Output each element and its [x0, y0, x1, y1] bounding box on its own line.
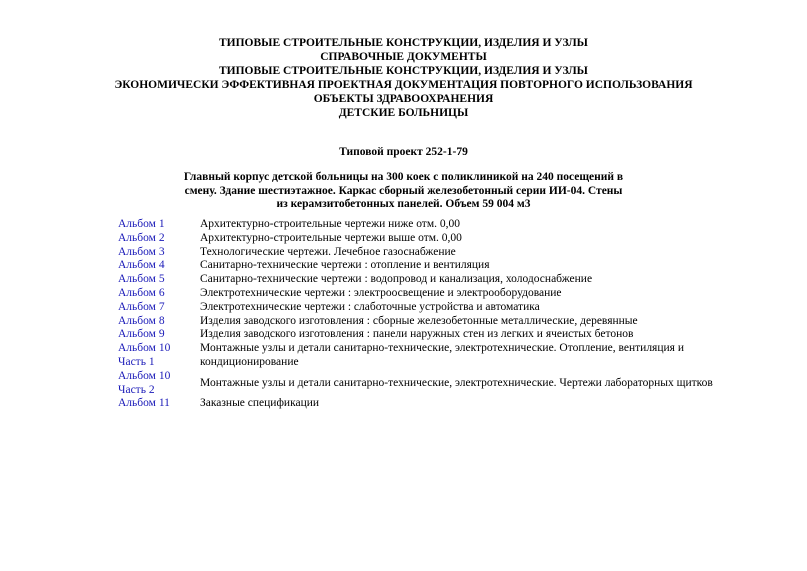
album-part: Часть 1 — [118, 355, 155, 368]
album-row — [118, 397, 718, 411]
album-link[interactable] — [118, 342, 200, 370]
album-row — [118, 287, 718, 301]
project-description — [0, 171, 807, 212]
album-description: Электротехнические чертежи : электроосвещение и электрооборудование — [200, 286, 562, 299]
album-row — [118, 328, 718, 342]
album-description: Монтажные узлы и детали санитарно-технические, электротехнические. Чертежи лабораторных щитков — [200, 376, 713, 389]
header-line: ДЕТСКИЕ БОЛЬНИЦЫ — [338, 107, 469, 119]
project-title: Типовой проект 252-1-79 — [339, 146, 468, 158]
album-link[interactable] — [118, 370, 200, 398]
album-name: Альбом 10 — [118, 342, 171, 355]
album-row — [118, 342, 718, 370]
album-description: Технологические чертежи. Лечебное газоснабжение — [200, 245, 456, 258]
album-row — [118, 315, 718, 329]
album-link[interactable]: Альбом 4 — [118, 259, 165, 272]
album-description: Санитарно-технические чертежи : отопление и вентиляция — [200, 259, 490, 272]
album-name: Альбом 10 — [118, 369, 171, 382]
album-description: Архитектурно-строительные чертежи ниже отм. 0,00 — [200, 218, 460, 230]
album-link[interactable]: Альбом 8 — [118, 314, 165, 327]
header-line: ТИПОВЫЕ СТРОИТЕЛЬНЫЕ КОНСТРУКЦИИ, ИЗДЕЛИЯ И УЗЛЫ — [219, 37, 588, 49]
document-header — [0, 36, 807, 120]
description-line: смену. Здание шестиэтажное. Каркас сборный железобетонный серии ИИ-04. Стены — [184, 184, 623, 197]
album-description: Электротехнические чертежи : слаботочные устройства и автоматика — [200, 300, 540, 313]
album-row — [118, 301, 718, 315]
header-line: ТИПОВЫЕ СТРОИТЕЛЬНЫЕ КОНСТРУКЦИИ, ИЗДЕЛИЯ И УЗЛЫ — [219, 65, 588, 77]
album-link[interactable]: Альбом 7 — [118, 300, 165, 313]
album-row — [118, 232, 718, 246]
album-part: Часть 2 — [118, 383, 155, 396]
album-list — [118, 218, 718, 411]
album-link[interactable]: Альбом 11 — [118, 397, 170, 410]
album-description: Санитарно-технические чертежи : водопровод и канализация, холодоснабжение — [200, 273, 593, 286]
header-line: СПРАВОЧНЫЕ ДОКУМЕНТЫ — [320, 51, 487, 63]
album-row — [118, 370, 718, 398]
album-row — [118, 218, 718, 232]
album-description: Изделия заводского изготовления : панели наружных стен из легких и ячеистых бетонов — [200, 328, 634, 341]
album-description: Архитектурно-строительные чертежи выше отм. 0,00 — [200, 231, 462, 244]
album-description: Монтажные узлы и детали санитарно-технические, электротехнические. Отопление, вентиляция и кондиционирование — [200, 342, 684, 368]
header-line: ОБЪЕКТЫ ЗДРАВООХРАНЕНИЯ — [313, 93, 494, 105]
album-link[interactable]: Альбом 2 — [118, 231, 165, 244]
description-line: из керамзитобетонных панелей. Объем 59 004 м3 — [276, 198, 531, 210]
header-line: ЭКОНОМИЧЕСКИ ЭФФЕКТИВНАЯ ПРОЕКТНАЯ ДОКУМЕНТАЦИЯ ПОВТОРНОГО ИСПОЛЬЗОВАНИЯ — [114, 79, 693, 91]
album-link[interactable]: Альбом 1 — [118, 218, 165, 230]
album-description: Изделия заводского изготовления : сборные железобетонные металлические, деревянные — [200, 314, 638, 327]
description-line: Главный корпус детской больницы на 300 коек с поликлиникой на 240 посещений в — [183, 171, 624, 183]
album-description: Заказные спецификации — [200, 397, 320, 410]
album-link[interactable]: Альбом 9 — [118, 328, 165, 341]
album-link[interactable]: Альбом 3 — [118, 245, 165, 258]
album-row — [118, 273, 718, 287]
album-link[interactable]: Альбом 5 — [118, 273, 165, 286]
album-link[interactable]: Альбом 6 — [118, 286, 165, 299]
album-row — [118, 259, 718, 273]
album-row — [118, 246, 718, 260]
